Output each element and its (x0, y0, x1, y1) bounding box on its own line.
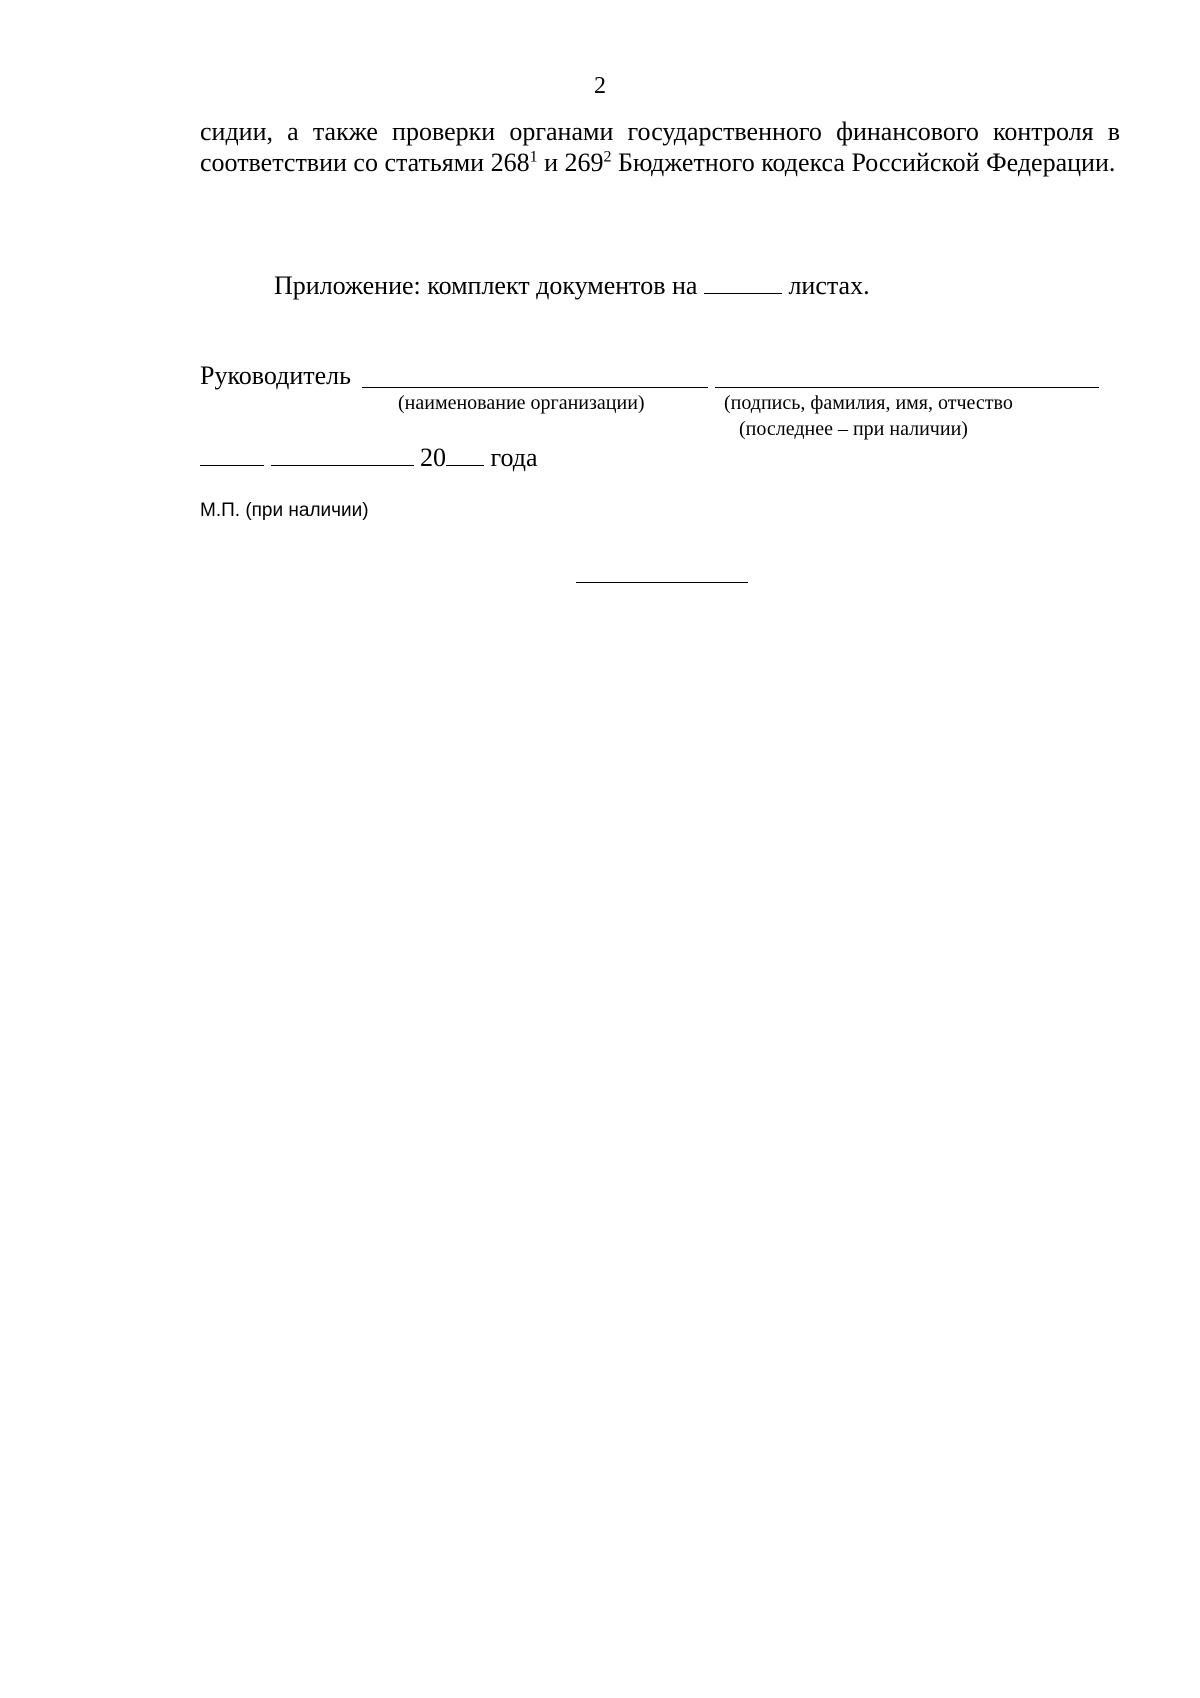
signature-blank[interactable] (715, 387, 1099, 388)
paragraph-text-1: сидии, а также проверки органами государственного финансового контроля в соответствии со статьями 268 (200, 117, 1120, 177)
year-prefix: 20 (420, 443, 446, 472)
page-number: 2 (594, 73, 606, 99)
signature-caption-line1: (подпись, фамилия, имя, отчество (724, 392, 1013, 414)
month-blank[interactable] (271, 443, 414, 466)
date-line (200, 442, 538, 473)
superscript-1: 1 (529, 148, 538, 166)
signature-caption-line2: (последнее – при наличии) (739, 418, 968, 440)
stamp-note: М.П. (при наличии) (200, 500, 369, 521)
appendix-suffix: листах. (781, 271, 870, 300)
signatory-label: Руководитель (200, 361, 351, 390)
paragraph-text-2: и 269 (537, 148, 604, 177)
year-blank[interactable] (446, 443, 484, 466)
appendix-prefix: Приложение: комплект документов на (274, 271, 704, 300)
closing-rule (576, 582, 748, 583)
organization-name-blank[interactable] (362, 387, 708, 388)
sheets-count-blank[interactable] (704, 271, 782, 294)
body-paragraph (200, 116, 1120, 178)
superscript-2: 2 (603, 148, 612, 166)
year-suffix: года (484, 443, 538, 472)
day-blank[interactable] (200, 443, 264, 466)
paragraph-text-3: Бюджетного кодекса Российской Федерации. (611, 148, 1116, 177)
organization-caption: (наименование организации) (398, 392, 645, 414)
appendix-line (274, 270, 870, 301)
